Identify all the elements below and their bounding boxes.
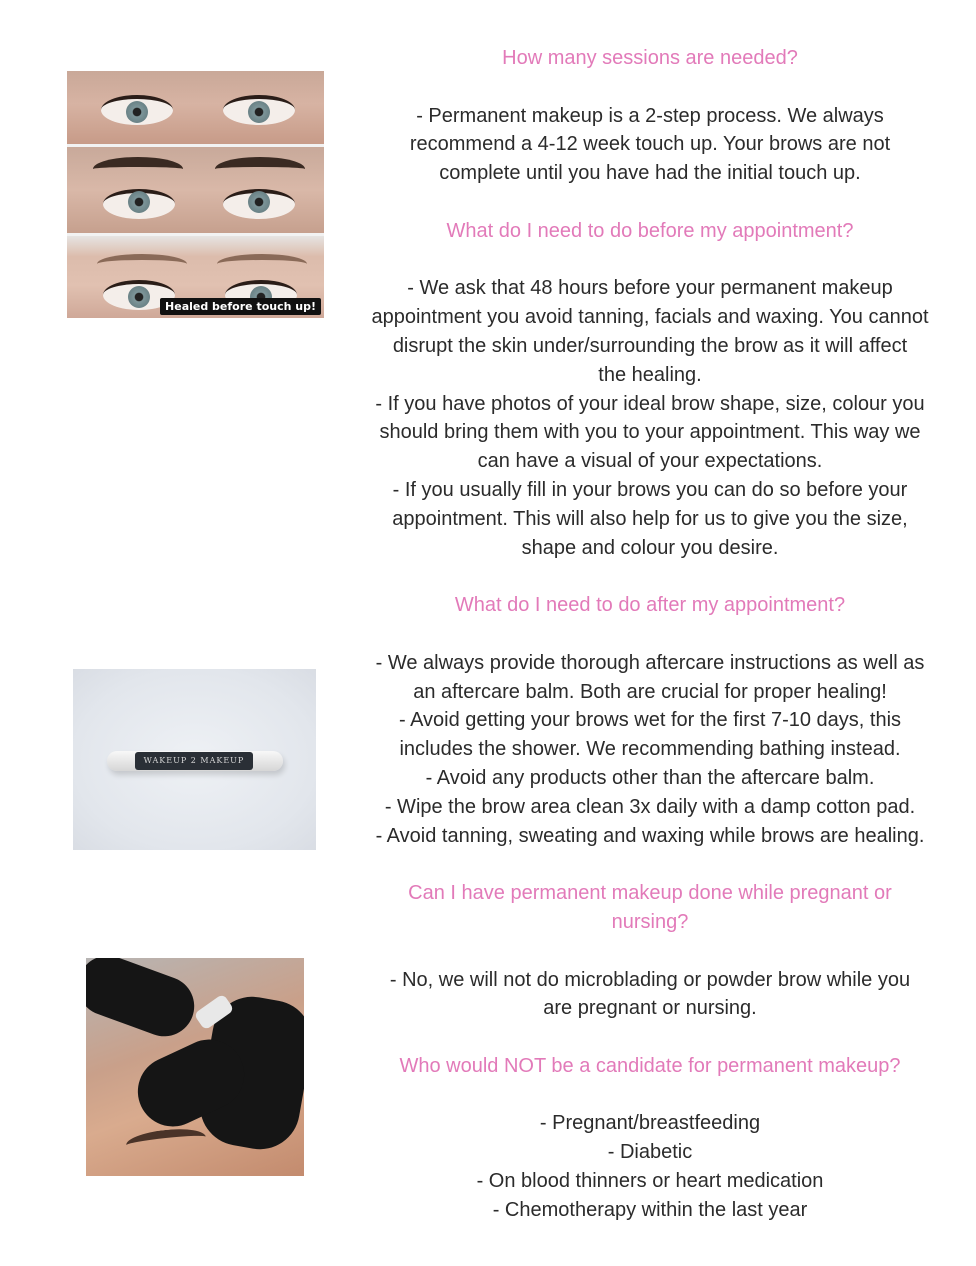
- faq-answer-line: disrupt the skin under/surrounding the brow as it will affect: [392, 334, 908, 357]
- faq-answer-line: complete until you have had the initial touch up.: [439, 162, 861, 185]
- balm-tube: [107, 751, 283, 771]
- drawn-brow: [125, 1126, 207, 1156]
- faq-answer-line: - We ask that 48 hours before your permanent makeup: [407, 277, 893, 300]
- faq-answer-line: appointment. This will also help for us to give you the size,: [392, 507, 908, 530]
- faq-question: How many sessions are needed?: [502, 47, 798, 69]
- faq-answer-line: - Wipe the brow area clean 3x daily with a damp cotton pad.: [384, 795, 916, 818]
- microblading-procedure-photo: [86, 958, 304, 1176]
- faq-answer-line: can have a visual of your expectations.: [477, 450, 823, 473]
- faq-answer-line: are pregnant or nursing.: [543, 997, 757, 1020]
- faq-answer-line: the healing.: [598, 363, 702, 386]
- faq-question: What do I need to do before my appointment?: [446, 219, 854, 242]
- faq-answer-line: should bring them with you to your appointment. This way we: [379, 421, 921, 444]
- faq-answer-line: appointment you avoid tanning, facials and waxing. You cannot: [371, 306, 929, 329]
- eyes-caption: Healed before touch up!: [160, 298, 321, 315]
- faq-answer-line: an aftercare balm. Both are crucial for proper healing!: [413, 680, 887, 703]
- balm-label: WAKEUP 2 MAKEUP: [135, 752, 253, 770]
- faq-answer-line: - Chemotherapy within the last year: [492, 1198, 808, 1221]
- faq-question: Who would NOT be a candidate for permanent makeup?: [399, 1054, 901, 1077]
- faq-answer-line: - No, we will not do microblading or powder brow while you: [389, 968, 911, 991]
- faq-answer-line: - We always provide thorough aftercare instructions as well as: [375, 651, 925, 674]
- faq-answer-line: - Diabetic: [607, 1141, 693, 1164]
- faq-answer-line: recommend a 4-12 week touch up. Your brows are not: [409, 133, 891, 156]
- faq-answer-line: - On blood thinners or heart medication: [476, 1170, 824, 1193]
- aftercare-balm-photo: [73, 669, 316, 850]
- faq-answer-line: shape and colour you desire.: [521, 536, 779, 559]
- glove-left: [86, 958, 203, 1045]
- eyes-strip-before: [67, 71, 324, 144]
- faq-column: [358, 44, 942, 1225]
- faq-answer-line: - Pregnant/breastfeeding: [539, 1112, 761, 1135]
- faq-answer-line: - Avoid getting your brows wet for the first 7-10 days, this: [398, 709, 902, 732]
- faq-question: nursing?: [611, 910, 689, 933]
- faq-question: Can I have permanent makeup done while pregnant or: [408, 882, 892, 905]
- faq-answer-line: includes the shower. We recommending bathing instead.: [399, 738, 901, 761]
- faq-answer-line: - If you have photos of your ideal brow shape, size, colour you: [375, 392, 925, 415]
- faq-answer-line: - Avoid tanning, sweating and waxing while brows are healing.: [375, 824, 925, 847]
- before-after-eyes-photo: [67, 71, 324, 318]
- faq-question: What do I need to do after my appointment?: [454, 594, 846, 617]
- eyes-strip-fresh: [67, 147, 324, 233]
- faq-answer-line: - If you usually fill in your brows you can do so before your: [392, 478, 908, 501]
- faq-answer-line: - Permanent makeup is a 2-step process. We always: [416, 104, 884, 127]
- faq-answer-line: - Avoid any products other than the aftercare balm.: [425, 766, 875, 789]
